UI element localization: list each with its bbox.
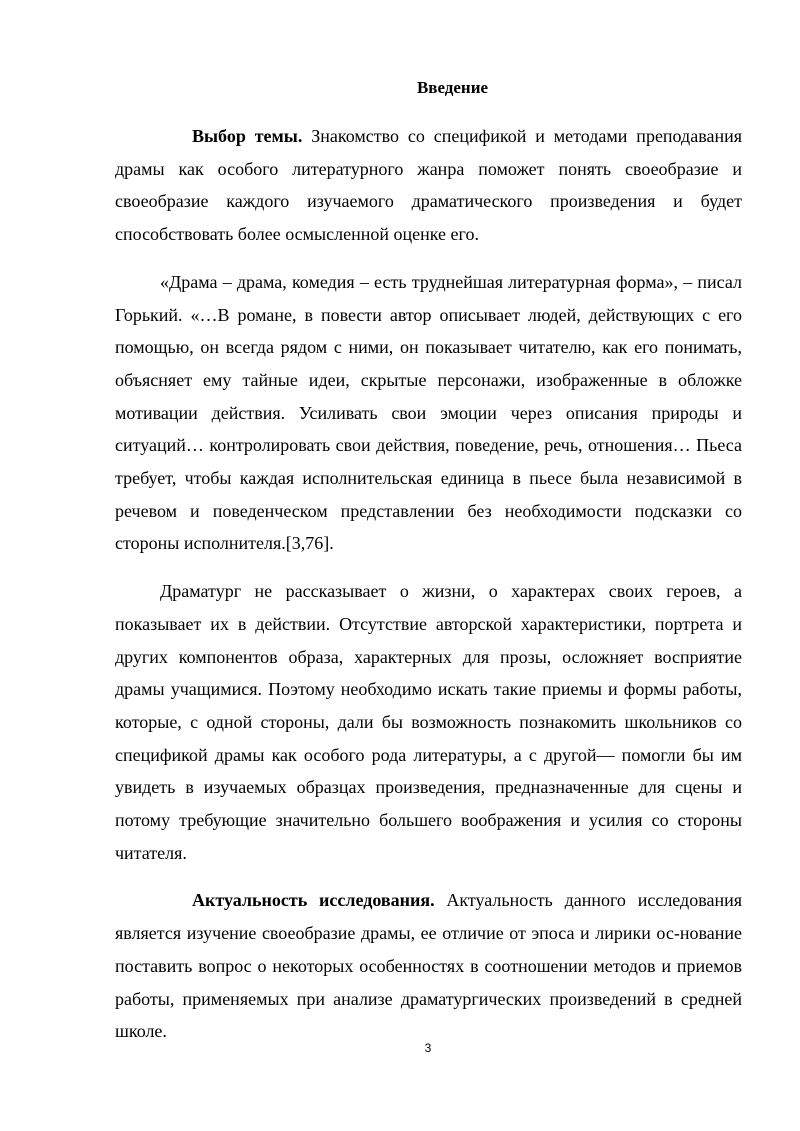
page-number: 3 — [424, 1041, 432, 1055]
paragraph-gorky-quote — [115, 266, 742, 560]
paragraph-text-relevance: Актуальность данного исследования является изучение своеобразие драмы, ее отличие от эпоса и лирики ос-нование поставить вопрос о некоторых особенностях в соотношении методов и приемов работы, применяемых при анализе драматургических произведений в средней школе. — [115, 890, 743, 1042]
body-text — [115, 120, 742, 1048]
paragraph-text-playwright: Драматург не рассказывает о жизни, о характерах своих героев, а показывает их в действии. Отсутствие авторской характеристики, портрета и других компонентов образа, характерных для прозы, осложняет восприятие драмы учащимися. Поэтому необходимо искать такие приемы и формы работы, которые, с одной стороны, дали бы возможность познакомить школьников со спецификой драмы как особого рода литературы, а с другой— помогли бы им увидеть в изучаемых образцах произведения, предназначенные для сцены и потому требующие значительно большего воображения и усилия со стороны читателя. — [115, 581, 742, 863]
section-heading: Введение — [416, 78, 489, 97]
paragraph-lead-topic-choice: Выбор темы. — [192, 126, 303, 146]
paragraph-lead-relevance: Актуальность исследования. — [192, 890, 435, 911]
paragraph-topic-choice — [115, 120, 742, 251]
paragraph-text-gorky-quote: «Драма – драма, комедия – есть труднейшая литературная форма», – писал Горький. «…В романе, в повести автор описывает людей, действующих с его помощью, он всегда рядом с ними, он показывает читателю, как его понимать, объясняет ему тайные идеи, скрытые персонажи, изображенные в обложке мотивации действия. Усиливать свои эмоции через описания природы и ситуаций… контролировать свои действия, поведение, речь, отношения… Пьеса требует, чтобы каждая исполнительская единица в пьесе была независимой в речевом и поведенческом представлении без необходимости подсказки со стороны исполнителя.[3,76]. — [115, 271, 742, 554]
paragraph-text-topic-choice: Знакомство со спецификой и методами преподавания драмы как особого литературного жанра поможет понять своеобразие и своеобразие каждого изучаемого драматического произведения и будет способствовать более осмысленной оценке его. — [115, 126, 742, 245]
paragraph-playwright — [115, 575, 742, 869]
paragraph-relevance — [115, 884, 742, 1048]
